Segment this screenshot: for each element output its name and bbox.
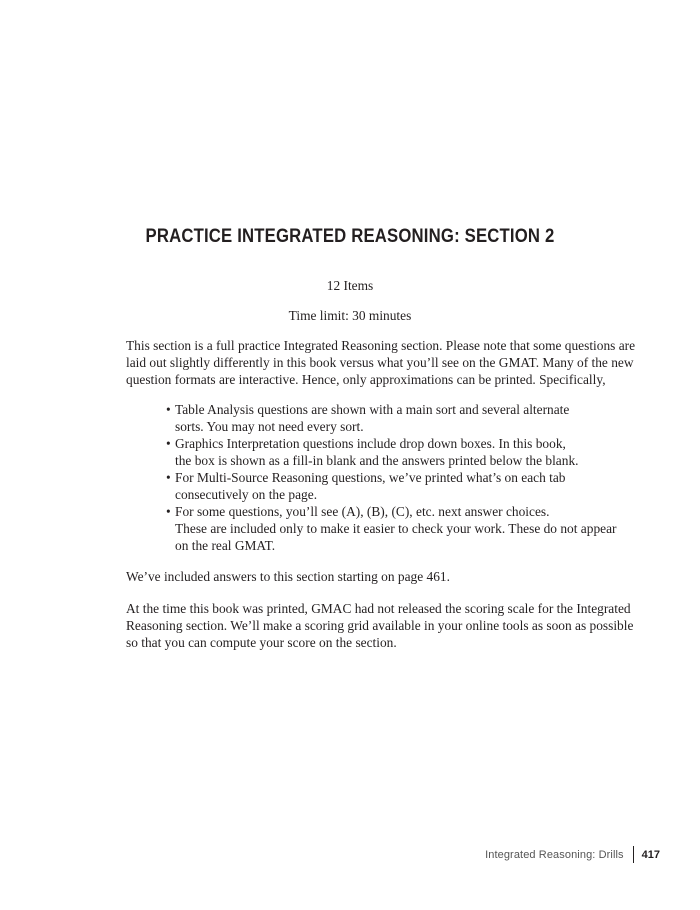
bullet-line: sorts. You may not need every sort. (175, 419, 364, 434)
bullet-line: For Multi-Source Reasoning questions, we’ve printed what’s on each tab (175, 470, 566, 485)
time-limit: Time limit: 30 minutes (288, 308, 412, 323)
bullet-item-multi-source (166, 469, 606, 503)
bullet-line: These are included only to make it easier to check your work. These do not appear (175, 521, 617, 536)
answers-note (126, 568, 616, 585)
bullet-line: the box is shown as a fill-in blank and the answers printed below the blank. (175, 453, 579, 468)
bullet-item-table-analysis (166, 401, 606, 435)
bullet-icon: • (166, 504, 171, 519)
page-footer (485, 846, 660, 863)
bullet-line: Graphics Interpretation questions include drop down boxes. In this book, (175, 436, 566, 451)
scoring-paragraph (126, 600, 634, 651)
footer-section-name: Integrated Reasoning: Drills (485, 848, 624, 861)
intro-line: question formats are interactive. Hence, only approximations can be printed. Specifically, (126, 372, 606, 387)
page-number: 417 (641, 848, 660, 861)
bullet-icon: • (166, 470, 171, 485)
scoring-line: so that you can compute your score on the section. (126, 635, 397, 650)
page-title: PRACTICE INTEGRATED REASONING: SECTION 2 (145, 226, 555, 247)
answers-note-line: We’ve included answers to this section starting on page 461. (126, 569, 450, 584)
intro-line: laid out slightly differently in this book versus what you’ll see on the GMAT. Many of the new (126, 355, 634, 370)
bullet-item-answer-choices (166, 503, 617, 554)
bullet-line: For some questions, you’ll see (A), (B), (C), etc. next answer choices. (175, 504, 550, 519)
bullet-line: Table Analysis questions are shown with a main sort and several alternate (175, 402, 570, 417)
bullet-icon: • (166, 402, 171, 417)
scoring-line: At the time this book was printed, GMAC had not released the scoring scale for the Integrated (126, 601, 631, 616)
intro-paragraph (126, 337, 636, 388)
bullet-icon: • (166, 436, 171, 451)
bullet-list (166, 401, 617, 554)
bullet-line: consecutively on the page. (175, 487, 318, 502)
intro-line: This section is a full practice Integrated Reasoning section. Please note that some questions are (126, 338, 636, 353)
footer-divider (633, 846, 634, 863)
bullet-line: on the real GMAT. (175, 538, 276, 553)
scoring-line: Reasoning section. We’ll make a scoring grid available in your online tools as soon as possible (126, 618, 634, 633)
items-count: 12 Items (326, 278, 374, 293)
bullet-item-graphics-interpretation (166, 435, 606, 469)
